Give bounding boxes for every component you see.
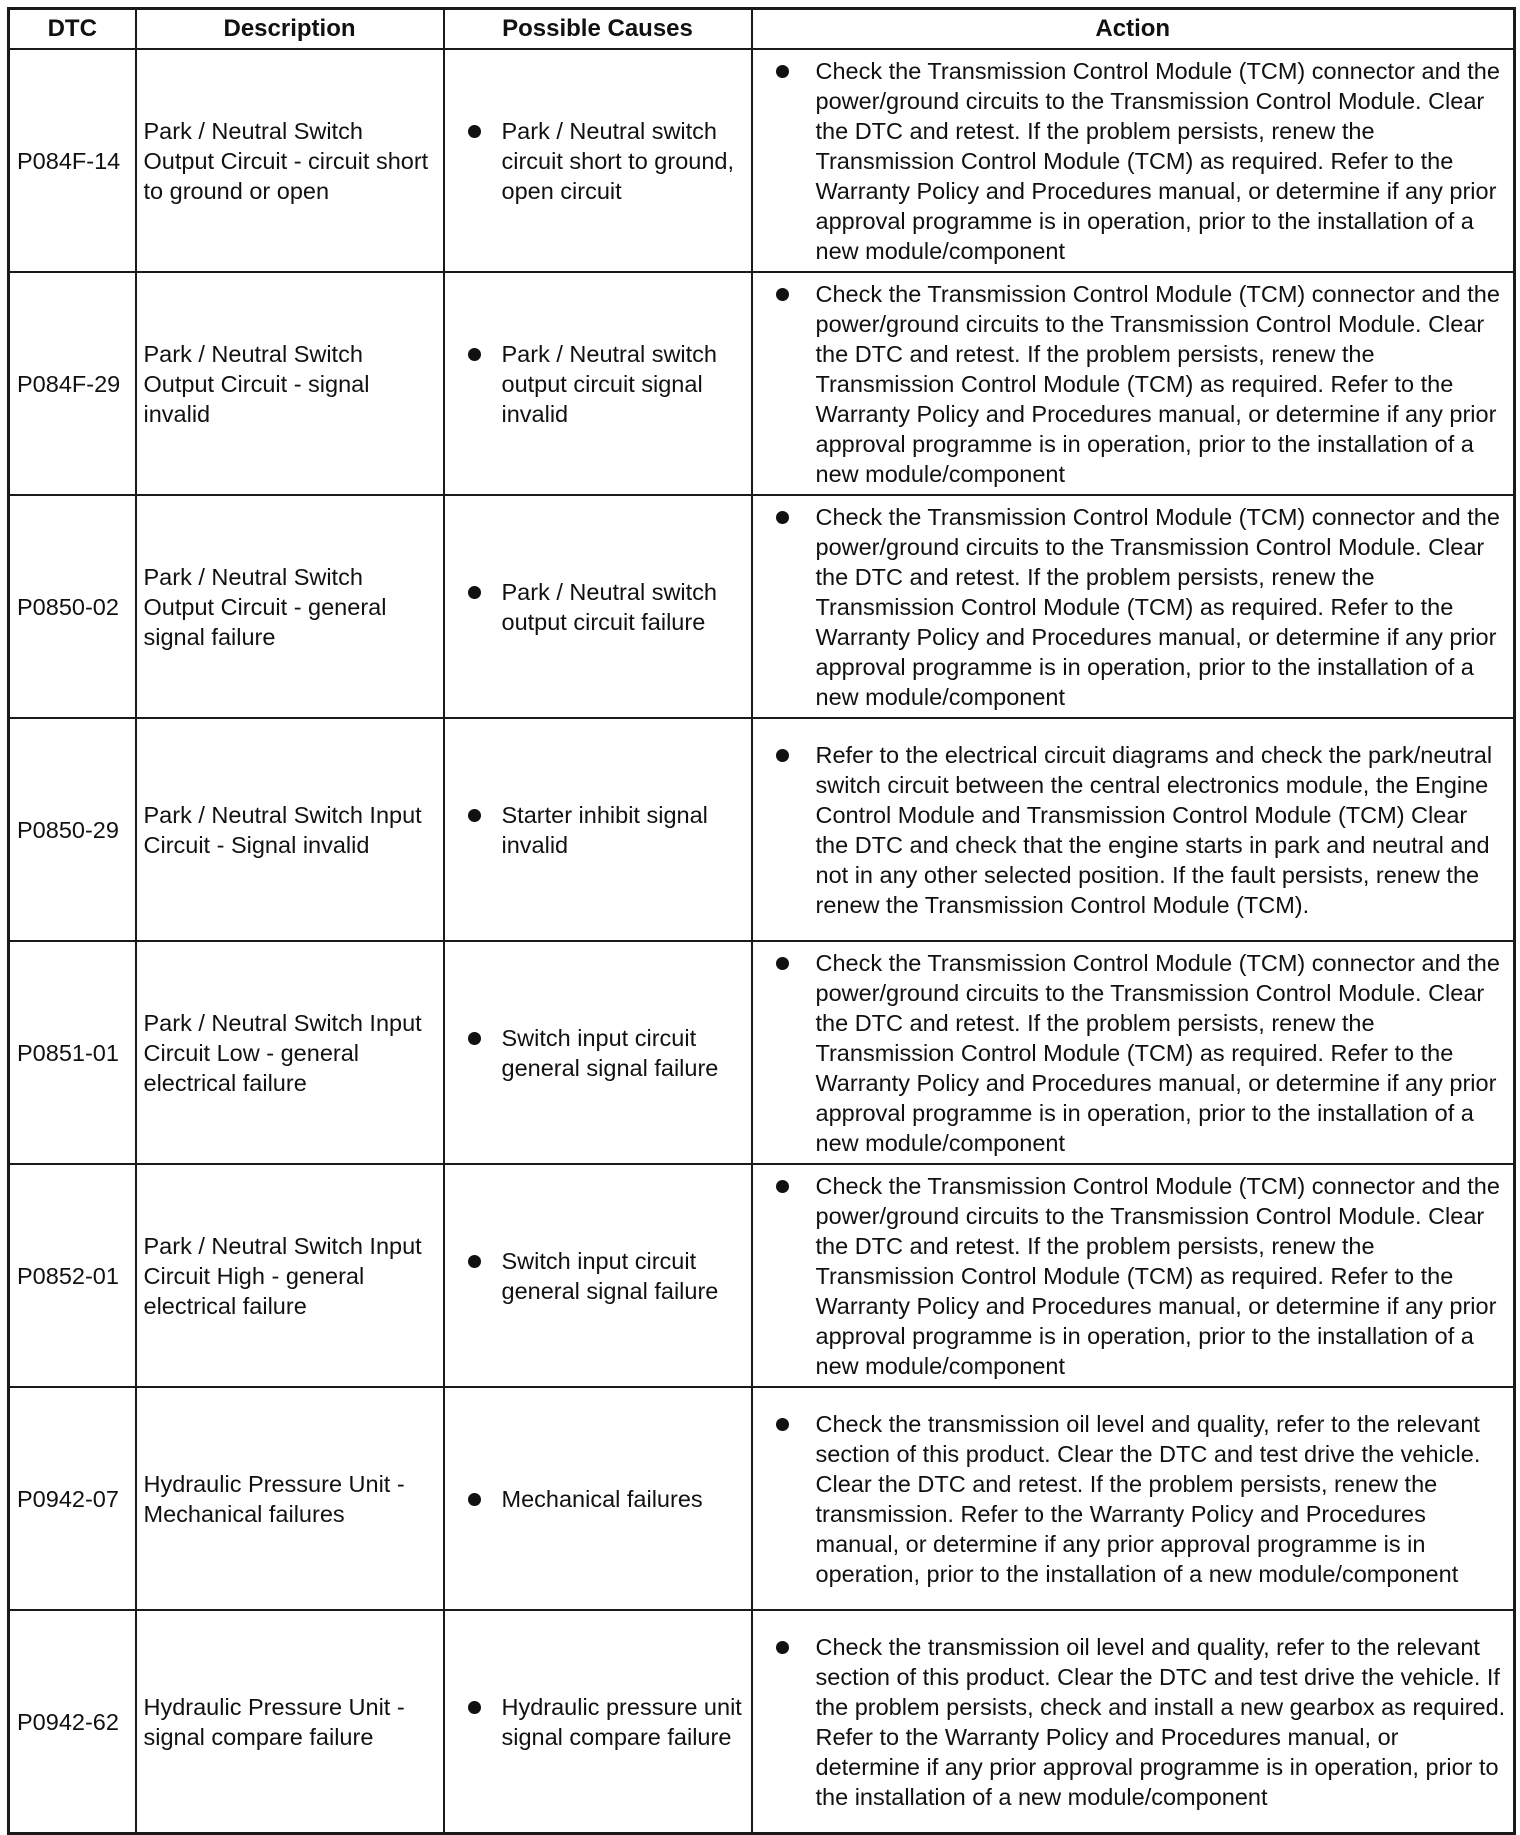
description-cell: Park / Neutral Switch Input Circuit High - general electrical failure xyxy=(136,1164,444,1387)
bullet-icon xyxy=(776,1641,789,1654)
possible-causes-cell xyxy=(444,1610,752,1834)
action-cell xyxy=(752,941,1515,1164)
table-header-row xyxy=(9,9,1515,50)
bullet-icon xyxy=(468,809,481,822)
bullet-icon xyxy=(776,749,789,762)
table-row xyxy=(9,495,1515,718)
header-dtc: DTC xyxy=(9,9,136,50)
action-cell xyxy=(752,49,1515,272)
description-cell: Park / Neutral Switch Output Circuit - circuit short to ground or open xyxy=(136,49,444,272)
dtc-code: P084F-14 xyxy=(9,49,136,272)
table-row xyxy=(9,718,1515,941)
dtc-code: P0851-01 xyxy=(9,941,136,1164)
bullet-icon xyxy=(776,288,789,301)
action-text: Check the transmission oil level and quality, refer to the relevant section of this product. Clear the DTC and test drive the vehicle. If the problem persists, check and install a new gearbox as required. Refer to the Warranty Policy and Procedures manual, or determine if any prior approval programme is in operation, prior to the installation of a new module/component xyxy=(815,1633,1506,1810)
description-cell: Park / Neutral Switch Output Circuit - signal invalid xyxy=(136,272,444,495)
cause-text: Park / Neutral switch output circuit signal invalid xyxy=(501,340,717,427)
bullet-icon xyxy=(468,125,481,138)
dtc-code: P0850-02 xyxy=(9,495,136,718)
action-text: Check the Transmission Control Module (TCM) connector and the power/ground circuits to the Transmission Control Module. Clear the DTC and retest. If the problem persists, renew the Transmission Control Module (TCM) as required. Refer to the Warranty Policy and Procedures manual, or determine if any prior approval programme is in operation, prior to the installation of a new module/component xyxy=(815,503,1500,710)
action-cell xyxy=(752,718,1515,941)
possible-causes-cell xyxy=(444,1387,752,1610)
bullet-icon xyxy=(776,1180,789,1193)
possible-causes-cell xyxy=(444,1164,752,1387)
header-possible-causes: Possible Causes xyxy=(444,9,752,50)
action-cell xyxy=(752,272,1515,495)
header-description: Description xyxy=(136,9,444,50)
table-row xyxy=(9,1387,1515,1610)
dtc-code: P084F-29 xyxy=(9,272,136,495)
bullet-icon xyxy=(468,348,481,361)
possible-causes-cell xyxy=(444,495,752,718)
bullet-icon xyxy=(468,586,481,599)
action-cell xyxy=(752,1387,1515,1610)
cause-text: Switch input circuit general signal failure xyxy=(501,1024,719,1081)
cause-text: Park / Neutral switch circuit short to ground, open circuit xyxy=(501,117,734,204)
cause-text: Park / Neutral switch output circuit failure xyxy=(501,578,717,635)
table-row xyxy=(9,1610,1515,1834)
cause-text: Hydraulic pressure unit signal compare failure xyxy=(501,1693,742,1750)
table-row xyxy=(9,49,1515,272)
action-cell xyxy=(752,495,1515,718)
description-cell: Park / Neutral Switch Input Circuit Low - general electrical failure xyxy=(136,941,444,1164)
bullet-icon xyxy=(468,1255,481,1268)
possible-causes-cell xyxy=(444,718,752,941)
possible-causes-cell xyxy=(444,272,752,495)
bullet-icon xyxy=(776,1418,789,1431)
bullet-icon xyxy=(776,511,789,524)
description-cell: Park / Neutral Switch Input Circuit - Signal invalid xyxy=(136,718,444,941)
dtc-code: P0942-07 xyxy=(9,1387,136,1610)
cause-text: Mechanical failures xyxy=(501,1485,703,1512)
dtc-table xyxy=(7,7,1516,1835)
action-text: Check the Transmission Control Module (TCM) connector and the power/ground circuits to the Transmission Control Module. Clear the DTC and retest. If the problem persists, renew the Transmission Control Module (TCM) as required. Refer to the Warranty Policy and Procedures manual, or determine if any prior approval programme is in operation, prior to the installation of a new module/component xyxy=(815,949,1500,1156)
action-text: Check the Transmission Control Module (TCM) connector and the power/ground circuits to the Transmission Control Module. Clear the DTC and retest. If the problem persists, renew the Transmission Control Module (TCM) as required. Refer to the Warranty Policy and Procedures manual, or determine if any prior approval programme is in operation, prior to the installation of a new module/component xyxy=(815,280,1500,487)
bullet-icon xyxy=(468,1493,481,1506)
action-text: Refer to the electrical circuit diagrams and check the park/neutral switch circuit between the central electronics module, the Engine Control Module and Transmission Control Module (TCM) Clear the DTC and check that the engine starts in park and neutral and not in any other selected position. If the fault persists, renew the renew the Transmission Control Module (TCM). xyxy=(815,741,1493,918)
description-cell: Hydraulic Pressure Unit - Mechanical failures xyxy=(136,1387,444,1610)
action-cell xyxy=(752,1164,1515,1387)
bullet-icon xyxy=(468,1032,481,1045)
possible-causes-cell xyxy=(444,49,752,272)
action-text: Check the Transmission Control Module (TCM) connector and the power/ground circuits to the Transmission Control Module. Clear the DTC and retest. If the problem persists, renew the Transmission Control Module (TCM) as required. Refer to the Warranty Policy and Procedures manual, or determine if any prior approval programme is in operation, prior to the installation of a new module/component xyxy=(815,57,1500,264)
description-cell: Park / Neutral Switch Output Circuit - general signal failure xyxy=(136,495,444,718)
dtc-code: P0850-29 xyxy=(9,718,136,941)
action-cell xyxy=(752,1610,1515,1834)
dtc-code: P0852-01 xyxy=(9,1164,136,1387)
bullet-icon xyxy=(776,957,789,970)
possible-causes-cell xyxy=(444,941,752,1164)
cause-text: Starter inhibit signal invalid xyxy=(501,801,708,858)
cause-text: Switch input circuit general signal failure xyxy=(501,1247,719,1304)
dtc-code: P0942-62 xyxy=(9,1610,136,1834)
bullet-icon xyxy=(468,1701,481,1714)
table-row xyxy=(9,941,1515,1164)
table-row xyxy=(9,1164,1515,1387)
action-text: Check the Transmission Control Module (TCM) connector and the power/ground circuits to the Transmission Control Module. Clear the DTC and retest. If the problem persists, renew the Transmission Control Module (TCM) as required. Refer to the Warranty Policy and Procedures manual, or determine if any prior approval programme is in operation, prior to the installation of a new module/component xyxy=(815,1172,1500,1379)
table-row xyxy=(9,272,1515,495)
description-cell: Hydraulic Pressure Unit - signal compare failure xyxy=(136,1610,444,1834)
bullet-icon xyxy=(776,65,789,78)
action-text: Check the transmission oil level and quality, refer to the relevant section of this product. Clear the DTC and test drive the vehicle. Clear the DTC and retest. If the problem persists, renew the transmission. Refer to the Warranty Policy and Procedures manual, or determine if any prior approval programme is in operation, prior to the installation of a new module/component xyxy=(815,1410,1481,1587)
header-action: Action xyxy=(752,9,1515,50)
